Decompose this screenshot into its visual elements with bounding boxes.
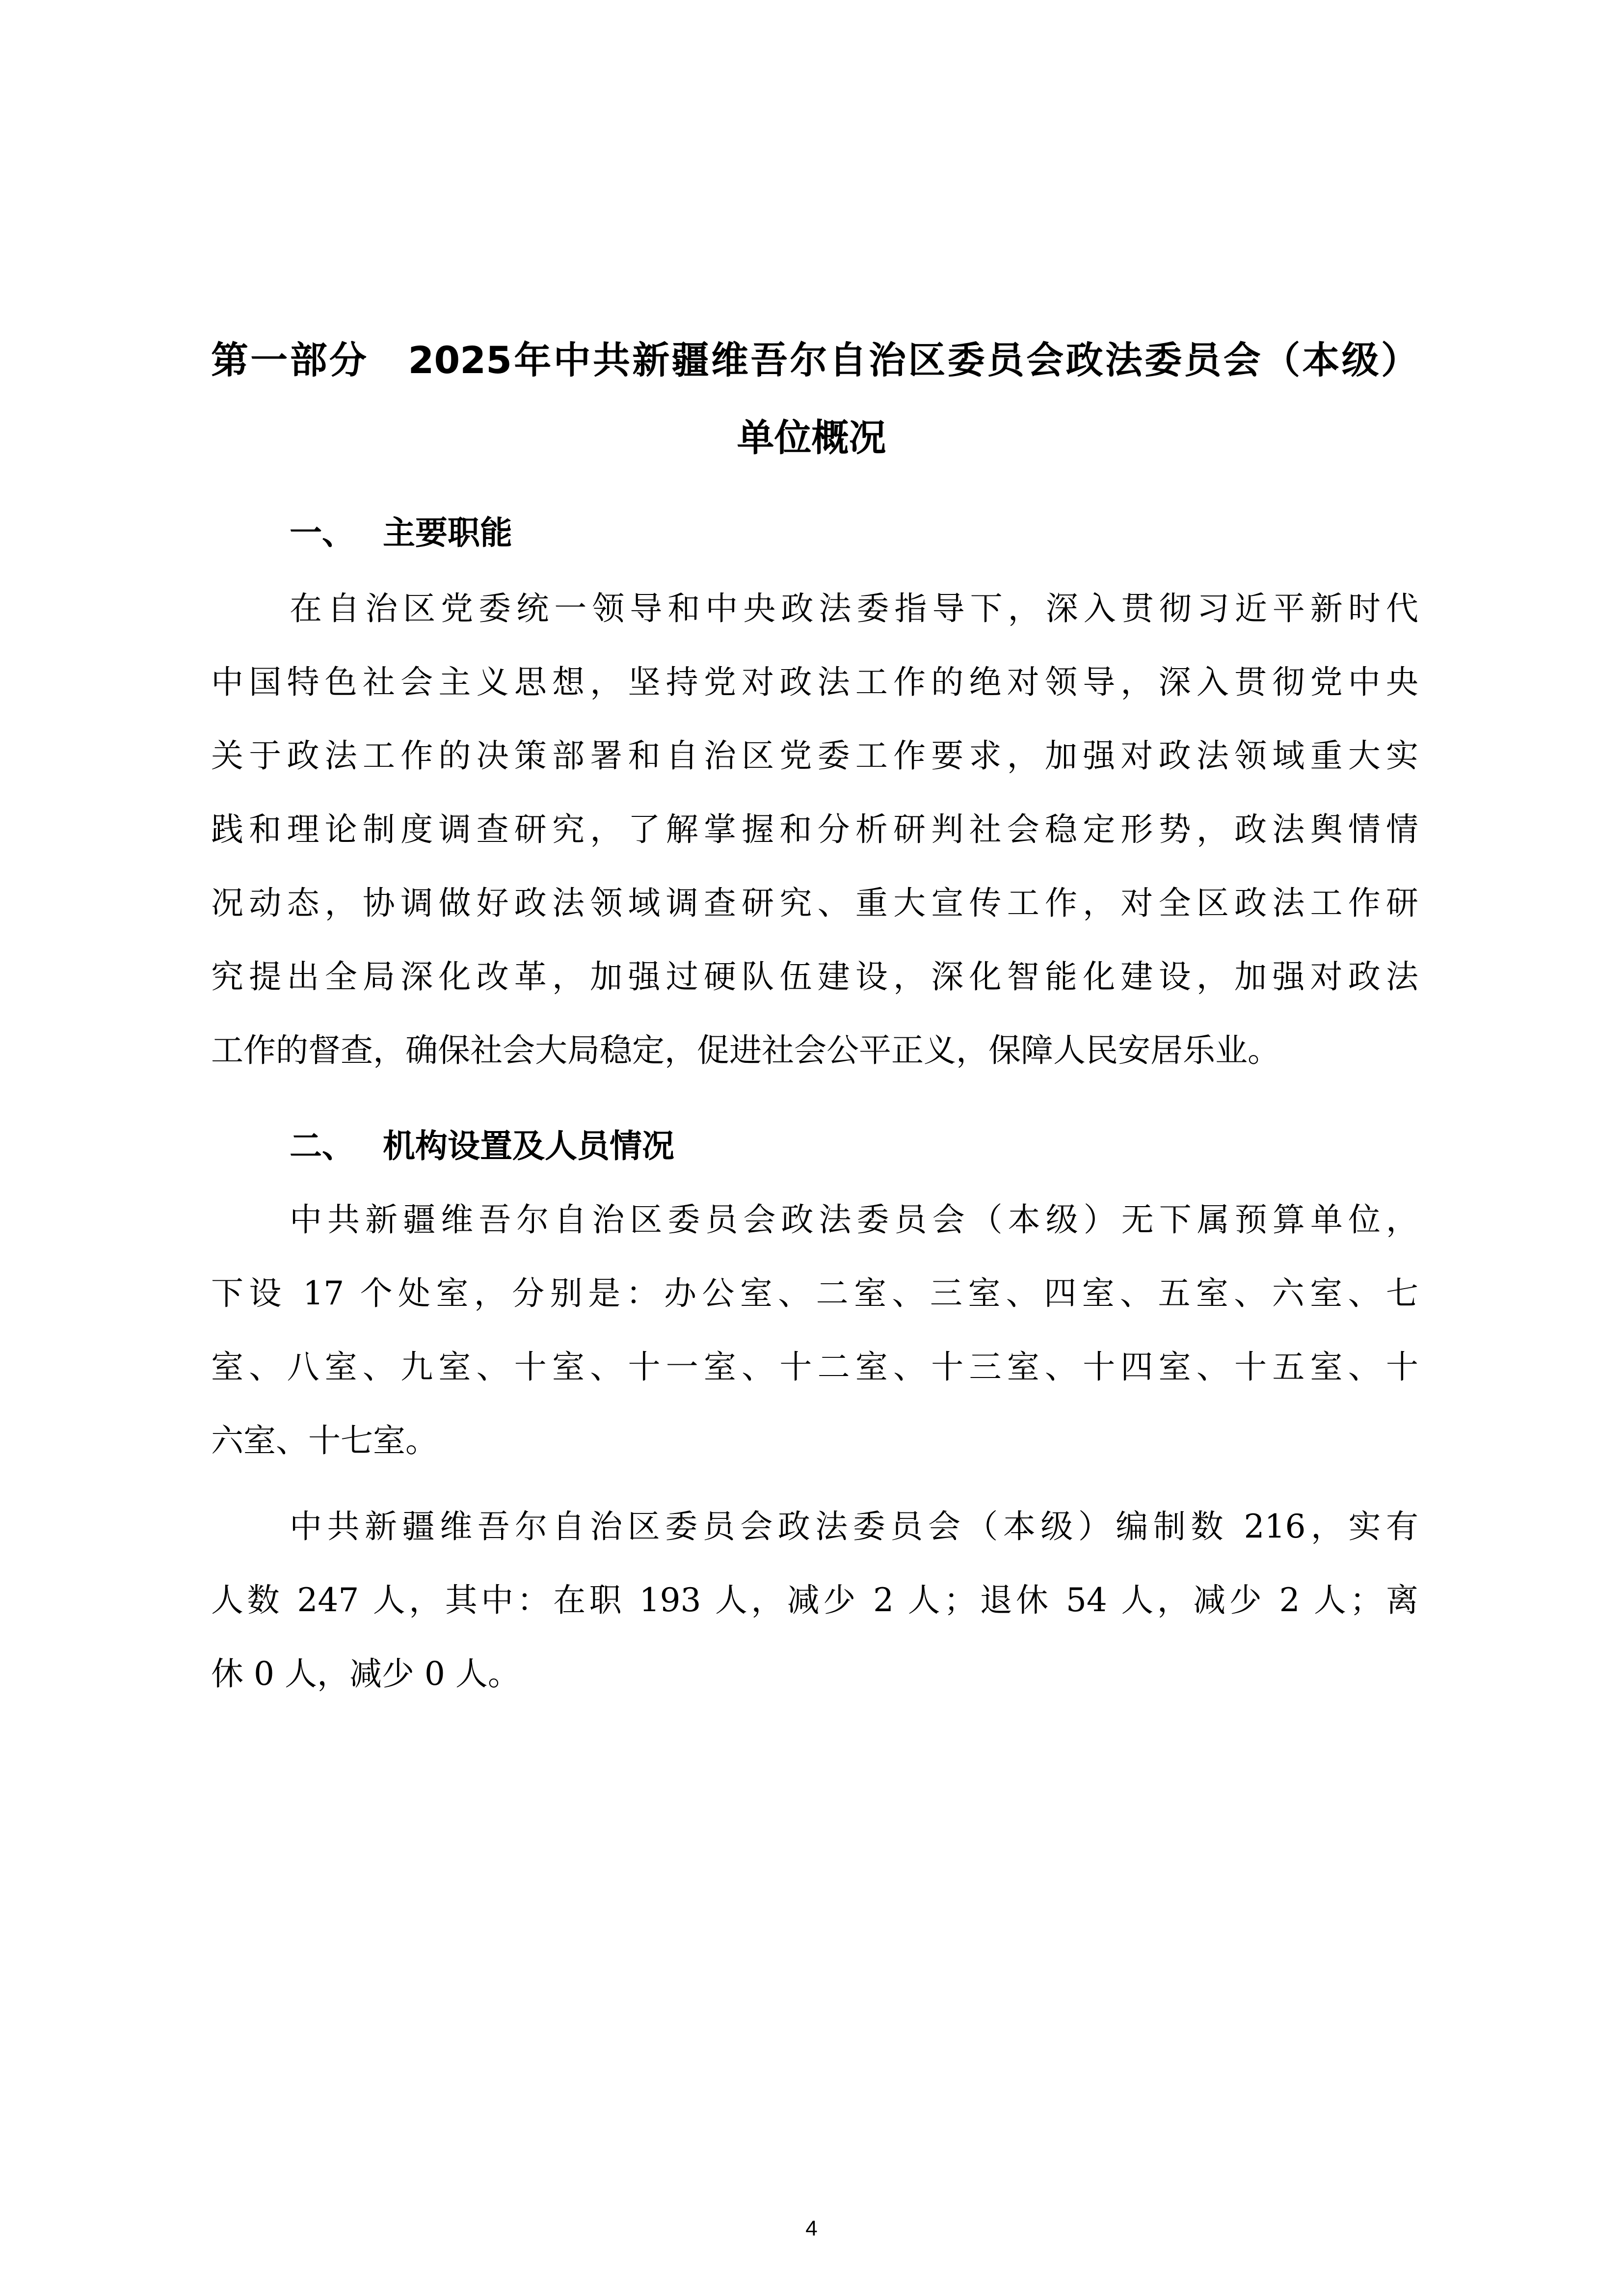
paragraph-line: 室、八室、九室、十室、十一室、十二室、十三室、十四室、十五室、十 bbox=[211, 1348, 1418, 1386]
page-title: 第一部分 2025年中共新疆维吾尔自治区委员会政法委员会（本级） bbox=[211, 338, 1418, 382]
section-number: 二、 bbox=[290, 1127, 354, 1165]
paragraph-line: 休 0 人，减少 0 人。 bbox=[211, 1655, 520, 1693]
paragraph-line: 人数 247 人，其中：在职 193 人，减少 2 人；退休 54 人，减少 2 人；离 bbox=[211, 1581, 1418, 1619]
paragraph-main-functions bbox=[211, 572, 1418, 1087]
section-heading-text: 机构设置及人员情况 bbox=[383, 1127, 674, 1165]
paragraph-line: 在自治区党委统一领导和中央政法委指导下，深入贯彻习近平新时代 bbox=[290, 590, 1418, 627]
page-number: 4 bbox=[805, 2216, 818, 2241]
page-title-continued: 单位概况 bbox=[737, 416, 886, 459]
paragraph-line: 中共新疆维吾尔自治区委员会政法委员会（本级）编制数 216，实有 bbox=[290, 1508, 1418, 1545]
paragraph-line: 究提出全局深化改革，加强过硬队伍建设，深化智能化建设，加强对政法 bbox=[211, 958, 1418, 996]
section-number: 一、 bbox=[290, 514, 354, 552]
paragraph-line: 工作的督查，确保社会大局稳定，促进社会公平正义，保障人民安居乐业。 bbox=[211, 1031, 1280, 1069]
paragraph-line: 中共新疆维吾尔自治区委员会政法委员会（本级）无下属预算单位， bbox=[290, 1201, 1418, 1239]
paragraph-line: 中国特色社会主义思想，坚持党对政法工作的绝对领导，深入贯彻党中央 bbox=[211, 663, 1418, 701]
paragraph-line: 六室、十七室。 bbox=[211, 1422, 438, 1459]
paragraph-line: 践和理论制度调查研究，了解掌握和分析研判社会稳定形势，政法舆情情 bbox=[211, 810, 1418, 848]
paragraph-line: 下设 17 个处室，分别是：办公室、二室、三室、四室、五室、六室、七 bbox=[211, 1274, 1418, 1312]
paragraph-line: 关于政法工作的决策部署和自治区党委工作要求，加强对政法领域重大实 bbox=[211, 737, 1418, 775]
section-heading-main-functions bbox=[290, 509, 512, 558]
section-heading-text: 主要职能 bbox=[383, 514, 512, 552]
section-heading-organization bbox=[290, 1122, 674, 1171]
paragraph-staffing bbox=[211, 1490, 1418, 1711]
paragraph-line: 况动态，协调做好政法领域调查研究、重大宣传工作，对全区政法工作研 bbox=[211, 884, 1418, 922]
paragraph-departments bbox=[211, 1183, 1418, 1478]
